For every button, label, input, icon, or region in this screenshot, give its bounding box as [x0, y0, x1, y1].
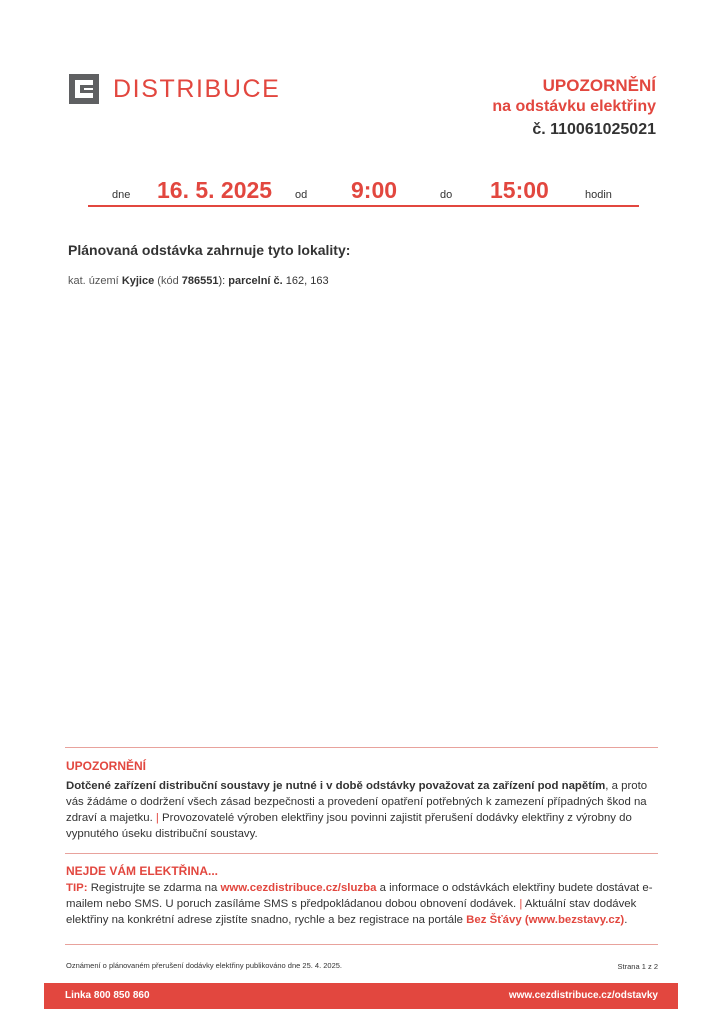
divider	[65, 944, 658, 945]
area-code: 786551	[181, 275, 219, 287]
page-number: Strana 1 z 2	[617, 962, 658, 971]
info-text-end: .	[624, 914, 628, 926]
notice-number: č. 110061025021	[532, 121, 656, 138]
parcel-label: parcelní č.	[228, 275, 283, 287]
tip-label: TIP:	[66, 882, 88, 894]
warning-text-1: , a proto vás žádáme o dodržení všech zásad bezpečnosti a provedení opatření potřebných k zamezení případných škod na zdraví a majetku.	[66, 780, 648, 824]
cez-logo-icon	[69, 74, 99, 104]
separator: |	[155, 812, 159, 824]
outage-date: 16. 5. 2025	[157, 177, 273, 203]
website-link[interactable]: www.cezdistribuce.cz/odstavky	[508, 990, 658, 1001]
info-text-3: Aktuální stav dodávek elektřiny na konkrétní adrese zjistíte snadno, rychle a bez registrace na portále	[66, 898, 637, 926]
warning-text-2: Provozovatelé výroben elektřiny jsou povinni zajistit přerušení dodávky elektřiny z výrobny do vypnutého úseku distribuční soustavy.	[66, 812, 632, 840]
info-heading: NEJDE VÁM ELEKTŘINA...	[66, 864, 219, 878]
area-label: kat. území	[68, 275, 119, 287]
notice-title: UPOZORNĚNÍ	[542, 76, 656, 95]
code-label: (kód	[157, 275, 179, 287]
date-underline	[88, 205, 639, 207]
footer-bar	[44, 983, 678, 1009]
warning-bold-text: Dotčené zařízení distribuční soustavy je nutné i v době odstávky považovat za zařízení pod napětím	[66, 780, 606, 792]
from-label: od	[295, 189, 308, 201]
info-text-2: a informace o odstávkách elektřiny budete dostávat e-mailem nebo SMS. U poruch zasíláme SMS s předpokládanou dobou obnovení dodávek.	[66, 882, 653, 910]
warning-text	[66, 778, 662, 842]
warning-heading: UPOZORNĚNÍ	[66, 759, 147, 773]
service-link[interactable]: www.cezdistribuce.cz/sluzba	[220, 882, 377, 894]
hotline: Linka 800 850 860	[65, 990, 150, 1001]
published-note: Oznámení o plánovaném přerušení dodávky elektřiny publikováno dne 25. 4. 2025.	[66, 961, 343, 970]
portal-link[interactable]: (www.bezstavy.cz)	[524, 914, 625, 926]
code-close: ):	[218, 275, 226, 287]
area-name: Kyjice	[121, 275, 155, 287]
notice-subtitle: na odstávku elektřiny	[492, 98, 656, 115]
unit-label: hodin	[585, 189, 612, 201]
portal-name: Bez Šťávy	[466, 914, 522, 926]
divider	[65, 747, 658, 748]
divider	[65, 853, 658, 854]
separator: |	[519, 898, 523, 910]
time-to: 15:00	[490, 177, 549, 203]
parcel-numbers: 162, 163	[285, 275, 329, 287]
logo-text: DISTRIBUCE	[113, 75, 281, 103]
location-item	[68, 275, 329, 287]
to-label: do	[440, 189, 453, 201]
day-label: dne	[112, 189, 131, 201]
info-text	[66, 880, 662, 928]
time-from: 9:00	[351, 177, 398, 203]
info-text-1: Registrujte se zdarma na	[90, 882, 218, 894]
locations-heading: Plánovaná odstávka zahrnuje tyto lokality:	[68, 242, 351, 258]
